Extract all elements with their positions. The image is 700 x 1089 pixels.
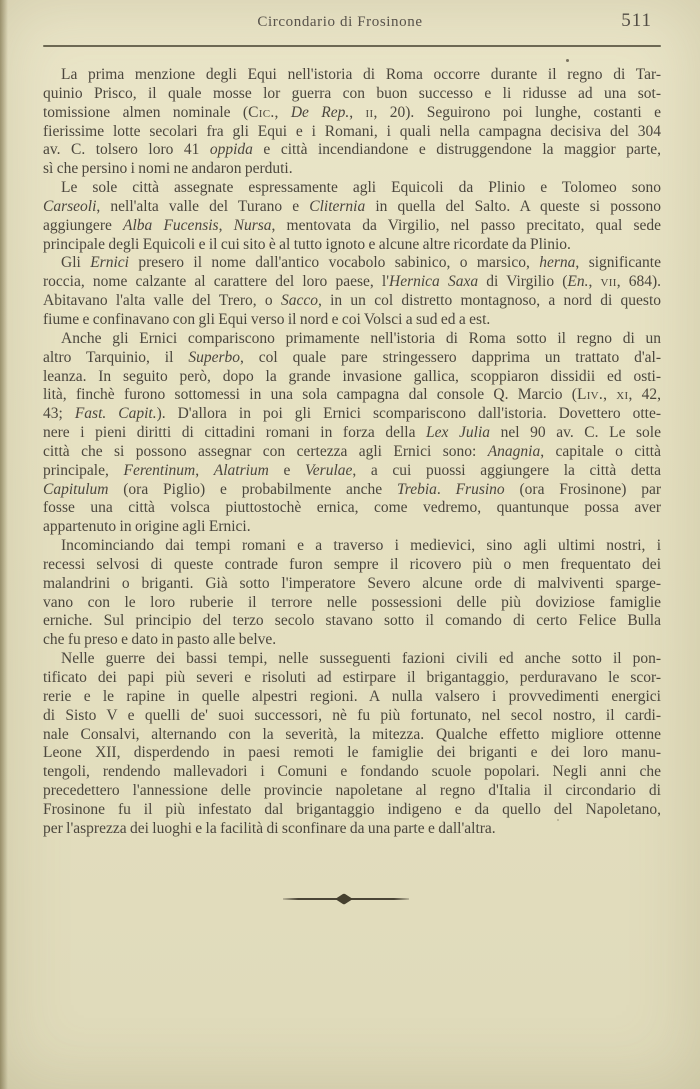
- plain-text: nale Consalvi, alternando con la severità, la mitezza. Qualche effetto migliore ottenne: [43, 725, 661, 743]
- plain-text: e: [268, 461, 306, 479]
- plain-text: per l'asprezza dei luoghi e la facilità di sconfinare da una parte e dall'altra.: [43, 819, 496, 837]
- italic-text: Anagnia: [487, 442, 541, 460]
- plain-text: La prima menzione degli Equi nell'istoria di Roma occorre durante il regno di Tar-: [61, 66, 661, 83]
- text-line: [43, 349, 661, 368]
- text-line: [43, 405, 661, 424]
- plain-text: fierissime lotte secolari fra gli Equi e i Romani, i quali nella campagna decisiva del 304: [43, 122, 661, 140]
- plain-text: Anche gli Ernici compariscono primamente nell'istoria di Roma sotto il regno di un: [61, 329, 661, 347]
- plain-text: Frosinone fu il più infestato dal brigantaggio indigeno e da quello del Napoletano,: [43, 800, 661, 818]
- italic-text: Capitulum: [43, 480, 109, 498]
- smallcaps-text: Cic.: [248, 103, 275, 121]
- text-line: [43, 273, 661, 292]
- text-line: [43, 612, 661, 631]
- italic-text: Superbo: [188, 348, 240, 366]
- text-line: [43, 330, 661, 349]
- smallcaps-text: vii: [600, 273, 617, 291]
- text-line: [43, 688, 661, 707]
- plain-text: Nelle guerre dei bassi tempi, nelle susseguenti fazioni civili ed anche sotto il pon-: [61, 650, 661, 668]
- plain-text: recessi selvosi di queste contrade furon sempre il ricovero più o men frequentato dei: [43, 555, 661, 573]
- text-line: [43, 669, 661, 688]
- text-line: [43, 499, 661, 518]
- text-line: [43, 123, 661, 142]
- section-divider: [283, 891, 409, 906]
- plain-text: , capitale o città: [540, 442, 661, 460]
- smallcaps-text: ii: [365, 103, 374, 121]
- text-line: [43, 311, 661, 330]
- italic-text: En.: [567, 273, 589, 291]
- plain-text: .: [436, 480, 456, 498]
- text-line: [43, 594, 661, 613]
- plain-text: , 20). Seguirono poi lunghe, costanti e: [373, 103, 661, 121]
- text-line: [43, 198, 661, 217]
- plain-text: Abitavano l'alta valle del Trero, o: [43, 292, 281, 310]
- plain-text: in quella del Salto. A queste si possono: [365, 197, 661, 215]
- text-line: [43, 744, 661, 763]
- plain-text: ). D'allora in poi gli Ernici scompariscono dall'istoria. Dovettero otte-: [156, 405, 661, 423]
- plain-text: principale,: [43, 461, 124, 479]
- plain-text: , in un col distretto montagnoso, a nord di questo: [317, 292, 661, 310]
- plain-text: (ora Piglio) e probabilmente anche: [108, 480, 397, 498]
- text-line: [43, 763, 661, 782]
- plain-text: , col quale pare stringessero dapprima un trattato d'al-: [239, 348, 661, 366]
- plain-text: , 684).: [616, 273, 661, 291]
- italic-text: Fast. Capit.: [74, 405, 157, 423]
- plain-text: e città incendiandone e distruggendone la maggior parte,: [252, 141, 661, 159]
- plain-text: tificato dei papi più severi e risoluti ad estirpare il brigantaggio, perduravano le scor-: [43, 669, 661, 686]
- plain-text: ,: [588, 273, 601, 291]
- text-line: [43, 556, 661, 575]
- plain-text: , significante: [575, 254, 661, 272]
- italic-text: Cliternia: [309, 197, 366, 215]
- plain-text: , a cui puossi aggiungere la città detta: [352, 461, 661, 479]
- plain-text: leanza. In seguito però, dopo la grande invasione gallica, scoppiaron dissidii ed osti-: [43, 367, 661, 385]
- text-line: [43, 462, 661, 481]
- smallcaps-text: xi: [616, 386, 629, 404]
- plain-text: di Virgilio (: [478, 273, 568, 291]
- text-line: [43, 160, 661, 179]
- text-line: [43, 368, 661, 387]
- plain-text: ,: [603, 386, 617, 404]
- italic-text: herna: [539, 254, 576, 272]
- plain-text: aggiungere: [43, 216, 124, 234]
- text-line: [43, 801, 661, 820]
- text-line: [43, 66, 661, 85]
- text-line: [43, 782, 661, 801]
- plain-text: av. C. tolsero loro 41: [43, 141, 210, 159]
- text-line: [43, 141, 661, 160]
- plain-text: precedettero l'annessione delle provincie napoletane al regno d'Italia il circondario di: [43, 782, 661, 800]
- italic-text: Lex Julia: [426, 424, 491, 442]
- plain-text: ,: [349, 103, 366, 121]
- plain-text: Incominciando dai tempi romani e a traverso i medievici, sino agli ultimi nostri, i: [61, 537, 661, 555]
- smallcaps-text: Liv.: [576, 386, 604, 404]
- text-line: [43, 254, 661, 273]
- plain-text: di Sisto V e quelli de' suoi successori, nè fu più fortunato, nel secol nostro, il cardi-: [43, 706, 661, 724]
- body-text: [43, 66, 661, 839]
- italic-text: Carseoli: [43, 197, 97, 215]
- text-line: [43, 537, 661, 556]
- italic-text: Alba Fucensis: [123, 216, 219, 234]
- text-line: [43, 820, 661, 839]
- italic-text: Verulae: [305, 461, 353, 479]
- plain-text: ,: [274, 103, 291, 121]
- text-line: [43, 631, 661, 650]
- plain-text: 43;: [43, 405, 75, 423]
- text-line: [43, 481, 661, 500]
- plain-text: che fu preso e dato in pasto alle belve.: [43, 631, 277, 649]
- text-line: [43, 726, 661, 745]
- plain-text: quinio Prisco, il quale mosse lor guerra con buon successo e li ridusse ad una sot-: [43, 84, 661, 102]
- italic-text: Nursa: [233, 216, 272, 234]
- plain-text: ,: [195, 461, 214, 479]
- plain-text: sì che persino i nomi ne andaron perduti.: [43, 160, 293, 178]
- plain-text: malandrini o briganti. Già sotto l'imperatore Severo alcune orde di malviventi sparge-: [43, 574, 661, 592]
- plain-text: ,: [218, 216, 234, 234]
- plain-text: Gli: [61, 254, 91, 272]
- italic-text: Trebia: [396, 480, 437, 498]
- plain-text: altro Tarquinio, il: [43, 348, 189, 366]
- running-header-title: Circondario di Frosinone: [257, 14, 423, 30]
- plain-text: , nell'alta valle del Turano e: [96, 197, 310, 215]
- text-line: [43, 443, 661, 462]
- plain-text: Le sole città assegnate espressamente agli Equicoli da Plinio e Tolomeo sono: [61, 179, 661, 197]
- plain-text: Leone XII, disperdendo in paesi remoti le famiglie dei briganti e dei loro manu-: [43, 744, 661, 762]
- plain-text: lità, finchè furono sottomessi in una sola campagna dal console Q. Marcio (: [43, 386, 577, 404]
- plain-text: tengoli, rendendo mallevadori i Comuni e fondando scuole popolari. Negli anni che: [43, 763, 661, 781]
- italic-text: Alatrium: [213, 461, 269, 479]
- italic-text: oppida: [209, 141, 253, 159]
- header-rule: [43, 45, 661, 47]
- text-line: [43, 292, 661, 311]
- plain-text: roccia, nome calzante al carattere del loro paese, l': [43, 273, 390, 291]
- page-number: 511: [621, 10, 652, 31]
- text-line: [43, 650, 661, 669]
- italic-text: Hernica Saxa: [389, 273, 479, 291]
- text-line: [43, 85, 661, 104]
- text-line: [43, 707, 661, 726]
- paper-speck: [566, 59, 569, 62]
- plain-text: , 42,: [628, 386, 661, 404]
- text-line: [43, 518, 661, 537]
- plain-text: erniche. Sul principio del terzo secolo stavano sotto il comando di certo Felice Bulla: [43, 612, 661, 630]
- plain-text: nel 90 av. C. Le sole: [490, 424, 661, 442]
- text-line: [43, 217, 661, 236]
- plain-text: appartenuto in origine agli Ernici.: [43, 518, 251, 536]
- text-line: [43, 575, 661, 594]
- plain-text: città che si possono assegnar con certezza agli Ernici sono:: [43, 442, 488, 460]
- page-edge-shadow: [0, 0, 8, 1089]
- text-line: [43, 236, 661, 255]
- italic-text: Ferentinum: [123, 461, 196, 479]
- plain-text: fosse una città volsca piuttostochè ernica, come vedremo, quantunque possa aver: [43, 499, 661, 517]
- text-line: [43, 386, 661, 405]
- text-line: [43, 424, 661, 443]
- plain-text: tomissione almen nominale (: [43, 103, 249, 121]
- plain-text: presero il nome dall'antico vocabolo sabinico, o marsico,: [128, 254, 540, 272]
- text-line: [43, 179, 661, 198]
- plain-text: (ora Frosinone) par: [504, 480, 661, 498]
- italic-text: Frusino: [455, 480, 505, 498]
- plain-text: fiume e confinavano con gli Equi verso il nord e coi Volsci a sud ed a est.: [43, 310, 491, 328]
- text-line: [43, 104, 661, 123]
- plain-text: , mentovata da Virgilio, nel passo precitato, qual sede: [271, 216, 661, 234]
- plain-text: nere i pieni diritti di cittadini romani in forza della: [43, 424, 427, 442]
- italic-text: Ernici: [90, 254, 129, 272]
- plain-text: vano con le loro ruberie il terrore nelle possessioni delle più doviziose famiglie: [43, 593, 661, 611]
- italic-text: De Rep.: [290, 103, 350, 121]
- diamond-ornament-icon: [335, 893, 353, 904]
- plain-text: principale degli Equicoli e il cui sito è al tutto ignoto e alcune altre ricordate da Plinio.: [43, 235, 571, 253]
- plain-text: rerie e le rapine in quelle alpestri regioni. A nulla valsero i provvedimenti energici: [43, 687, 661, 705]
- italic-text: Sacco: [280, 292, 318, 310]
